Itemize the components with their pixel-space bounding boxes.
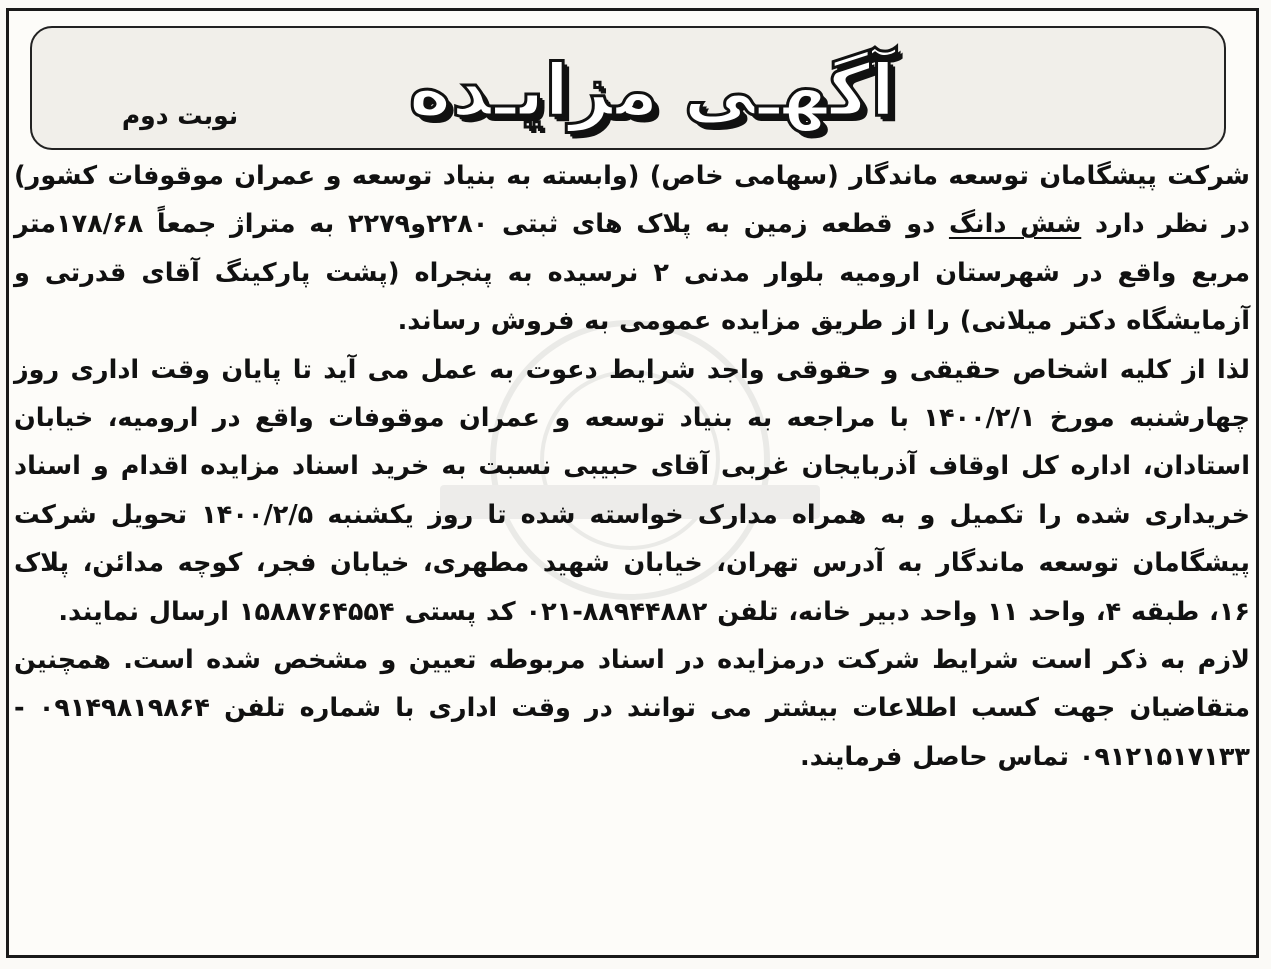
header-box: [30, 26, 1226, 150]
notice-title: آگهـی مزایـده: [408, 48, 896, 132]
paragraph-auction-subject: [14, 152, 1250, 346]
paragraph-1-end: دو قطعه زمین به پلاک های ثبتی ۲۲۸۰و۲۲۷۹ به متراژ جمعاً ۱۷۸/۶۸متر مربع واقع در شهرستان ارومیه بلوار مدنی ۲ نرسیده به پنجراه (پشت پارکینگ آقای قدرتی و آزمایشگاه دکتر میلانی) را از طریق مزایده عمومی به فروش رساند.: [14, 209, 1251, 337]
paragraph-invitation: لذا از کلیه اشخاص حقیقی و حقوقی واجد شرایط دعوت به عمل می آید تا پایان وقت اداری روز چهارشنبه مورخ ۱۴۰۰/۲/۱ با مراجعه به بنیاد توسعه و عمران موقوفات واقع در ارومیه، خیابان استادان، اداره کل اوقاف آذربایجان غربی آقای حبیبی نسبت به خرید اسناد مزایده اقدام و اسناد خریداری شده را تکمیل و به همراه مدارک خواسته شده تا روز یکشنبه ۱۴۰۰/۲/۵ تحویل شرکت پیشگامان توسعه ماندگار به آدرس تهران، خیابان شهید مطهری، خیابان فجر، کوچه مدائن، پلاک ۱۶، طبقه ۴، واحد ۱۱ واحد دبیر خانه، تلفن ۸۸۹۴۴۸۸۲-۰۲۱ کد پستی ۱۵۸۸۷۶۴۵۵۴ ارسال نمایند.: [14, 354, 1251, 627]
notice-body: [14, 152, 1250, 781]
paragraph-1-start: شرکت پیشگامان توسعه ماندگار (سهامی خاص) (وابسته به بنیاد توسعه و عمران موقوفات کشور) در نظر دارد: [14, 161, 1250, 240]
edition-label: نوبت دوم: [121, 101, 239, 130]
paragraph-1-underlined: شش دانگ: [948, 209, 1082, 240]
paragraph-contact: لازم به ذکر است شرایط شرکت درمزایده در اسناد مربوطه تعیین و مشخص شده است. همچنین متقاضیان جهت کسب اطلاعات بیشتر می توانند در وقت اداری با شماره تلفن ۰۹۱۴۹۸۱۹۸۶۴ - ۰۹۱۲۱۵۱۷۱۳۳ تماس حاصل فرمایند.: [14, 645, 1250, 772]
